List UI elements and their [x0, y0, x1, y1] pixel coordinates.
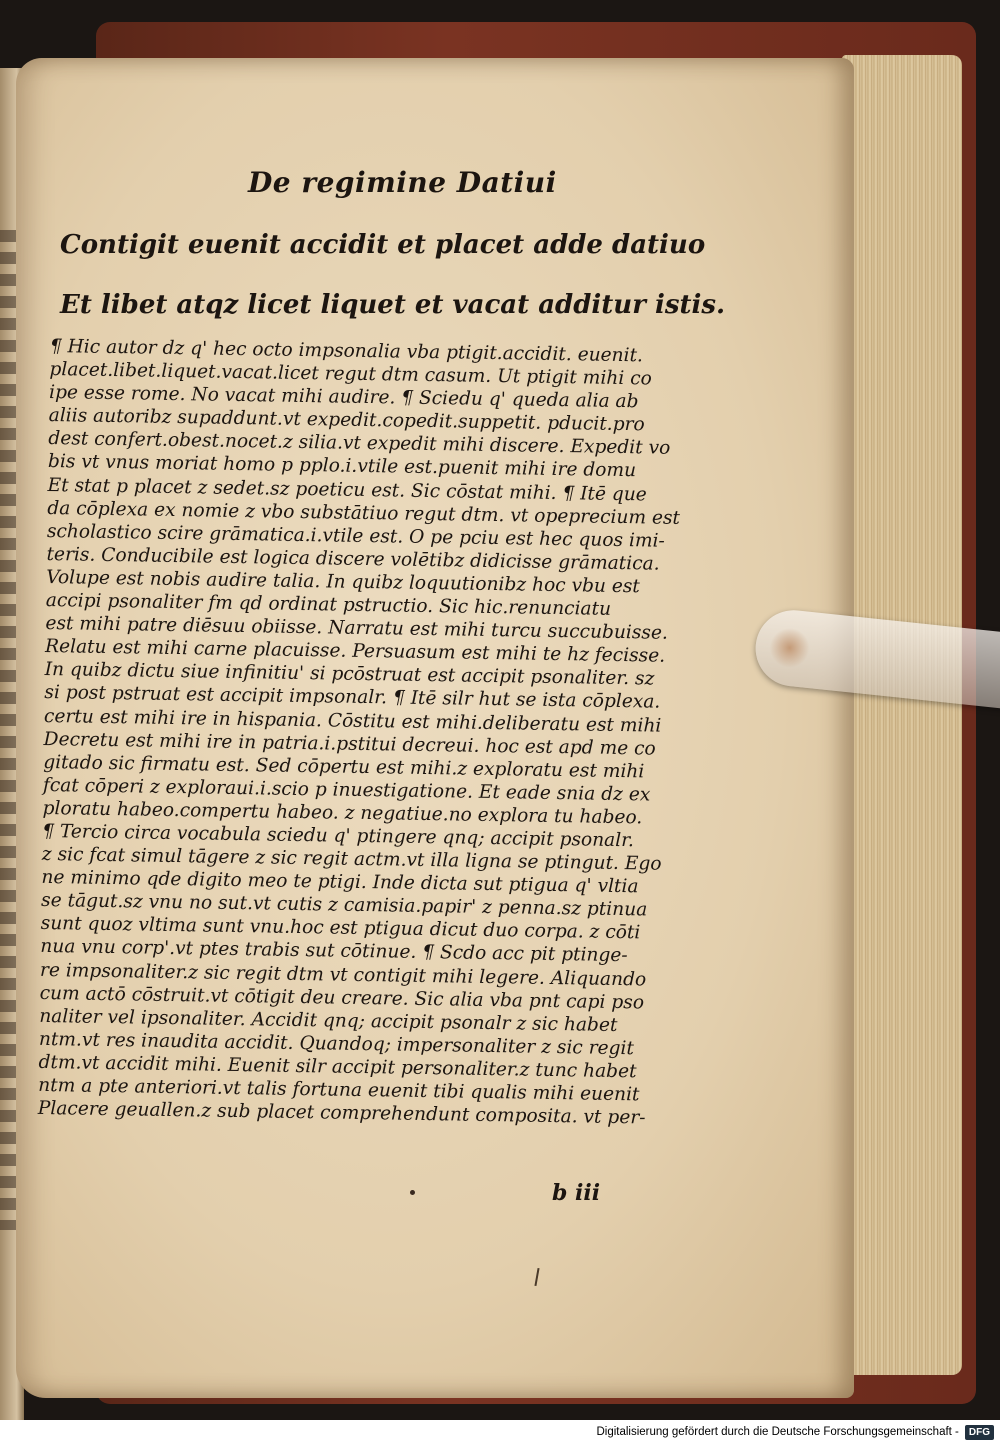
page-edges: [842, 55, 962, 1375]
funding-credit: Digitalisierung gefördert durch die Deutsche Forschungsgemeinschaft -: [596, 1426, 959, 1438]
text-line: bis vt vnus moriat homo p pplo.i.vtile est.puenit mihi ire domu: [47, 451, 637, 482]
signature-mark: b iii: [552, 1180, 601, 1206]
text-line: ntm.vt res inaudita accidit. Quandoq; impersonaliter z sic regit: [38, 1028, 635, 1060]
text-line: Volupe est nobis audire talia. In quibz loquutionibz hoc vbu est: [46, 566, 641, 598]
text-line: cum actō cōstruit.vt cōtigit deu creare. Sic alia vba pnt capi pso: [39, 982, 645, 1014]
text-line: est mihi patre diēsuu obiisse. Narratu est mihi turcu succubuisse.: [45, 613, 669, 644]
text-line: ntm a pte anteriori.vt talis fortuna euenit tibi qualis mihi euenit: [38, 1074, 640, 1106]
ink-dot: [410, 1190, 415, 1195]
footer-bar: [0, 1420, 1000, 1444]
text-line: Et stat p placet z sedet.sz poeticu est. Sic cōstat mihi. ¶ Itē que: [47, 474, 647, 505]
text-line: ¶ Tercio circa vocabula sciedu q' ptingere qnq; accipit psonalr.: [42, 820, 635, 852]
text-line: ploratu habeo.compertu habeo. z negatiue.no explora tu habeo.: [42, 797, 643, 829]
verse-line: Contigit euenit accidit et placet adde datiuo: [60, 230, 706, 260]
text-line: z sic fcat simul tāgere z sic regit actm.vt illa ligna se ptingut. Ego: [41, 843, 662, 875]
text-line: certu est mihi ire in hispania. Cōstitu est mihi.deliberatu est mihi: [43, 705, 662, 737]
text-line: se tāgut.sz vnu no sut.vt cutis z camisia.papir' z penna.sz ptinua: [40, 890, 648, 921]
text-line: ipe esse rome. No vacat mihi audire. ¶ Sciedu q' queda alia ab: [48, 382, 639, 413]
dfg-logo: DFG: [965, 1425, 994, 1440]
text-line: Decretu est mihi ire in patria.i.pstitui decreui. hoc est apd me co: [43, 728, 656, 760]
text-line: gitado sic firmatu est. Sed cōpertu est mihi.z exploratu est mihi: [43, 751, 645, 783]
text-line: naliter vel ipsonaliter. Accidit qnq; accipit psonalr z sic habet: [39, 1005, 618, 1036]
text-line: nua vnu corp'.vt ptes trabis sut cōtinue. ¶ Scdo acc pit ptinge-: [40, 936, 628, 967]
text-line: teris. Conducibile est logica discere volētibz didicisse grāmatica.: [46, 543, 660, 575]
text-line: sunt quoz vltima sunt vnu.hoc est ptigua dicut duo corpa. z cōti: [40, 913, 641, 944]
text-line: fcat cōperi z exploraui.i.scio p inuestigatione. Et eade snia dz ex: [42, 774, 651, 806]
text-line: dtm.vt accidit mihi. Euenit silr accipit personaliter.z tunc habet: [38, 1051, 637, 1083]
text-line: Placere geuallen.z sub placet comprehendunt composita. vt per-: [37, 1097, 646, 1129]
text-line: ne minimo qde digito meo te ptigi. Inde dicta sut ptigua q' vltia: [41, 867, 639, 898]
text-line: re impsonaliter.z sic regit dtm vt contigit mihi legere. Aliquando: [39, 959, 647, 990]
running-head: De regimine Datiui: [248, 166, 557, 199]
text-line: scholastico scire grāmatica.i.vtile est. O pe pciu est hec quos imi-: [46, 520, 665, 552]
text-line: placet.libet.liquet.vacat.licet regut dtm casum. Ut ptigit mihi co: [49, 359, 652, 390]
text-line: Relatu est mihi carne placuisse. Persuasum est mihi te hz fecisse.: [44, 636, 666, 667]
text-line: aliis autoribz supaddunt.vt expedit.copedit.suppetit. pducit.pro: [48, 405, 645, 436]
verse-line: Et libet atqz licet liquet et vacat additur istis.: [60, 290, 726, 320]
text-line: ¶ Hic autor dz q' hec octo impsonalia vba ptigit.accidit. euenit.: [49, 335, 644, 367]
text-line: accipi psonaliter fm qd ordinat pstructio. Sic hic.renunciatu: [45, 589, 612, 620]
text-line: dest confert.obest.nocet.z silia.vt expedit mihi discere. Expedit vo: [48, 428, 671, 460]
text-line: si post pstruat est accipit impsonalr. ¶ Itē silr hut se ista cōplexa.: [44, 682, 661, 714]
text-line: In quibz dictu siue infinitiu' si pcōstruat est accipit psonaliter. sz: [44, 659, 655, 690]
text-line: da cōplexa ex nomie z vbo substātiuo regut dtm. vt opeprecium est: [47, 497, 681, 529]
commentary-text: [38, 335, 680, 1130]
